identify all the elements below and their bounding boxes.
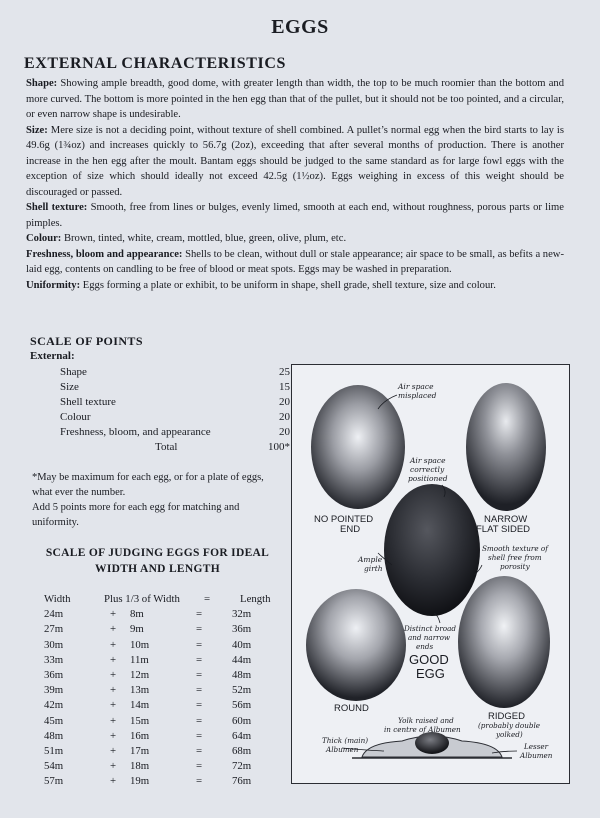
egg-illustration: [291, 364, 570, 784]
judging-length: 32m: [232, 608, 252, 621]
judging-third: 18m: [130, 760, 150, 773]
judging-title-line2: WIDTH AND LENGTH: [95, 563, 220, 575]
judging-header-cell: Length: [240, 593, 271, 605]
judging-width: 39m: [44, 684, 64, 697]
judging-third: 9m: [130, 623, 144, 636]
characteristic-label: Uniformity:: [26, 279, 81, 291]
judging-table: [44, 592, 290, 790]
judging-equals: =: [196, 729, 203, 742]
judging-plus-sign: +: [109, 760, 117, 773]
judging-length: 60m: [232, 714, 252, 727]
characteristic-text: Brown, tinted, white, cream, mottled, blue, green, olive, plum, etc.: [61, 233, 347, 244]
ann-air-misplaced-1: Air space: [398, 382, 434, 391]
ann-distinct-2: and narrow: [408, 633, 451, 642]
judging-row: [44, 683, 290, 698]
egg-no-pointed-end: [311, 385, 405, 509]
judging-width: 57m: [44, 775, 64, 788]
judging-length: 40m: [232, 638, 252, 651]
points-item-name: Shell texture: [60, 396, 116, 408]
judging-row: [44, 759, 290, 774]
judging-plus-cell: [96, 714, 196, 729]
ann-air-correct-2: correctly: [410, 465, 445, 474]
label-ridged: RIDGED: [488, 711, 525, 722]
ann-thick-2: Albumen: [326, 745, 359, 754]
ann-distinct-1: Distinct broad: [404, 624, 457, 633]
points-item-value: 20: [279, 396, 290, 408]
label-narrow-1: NARROW: [484, 514, 528, 525]
judging-width: 54m: [44, 760, 64, 773]
characteristic-paragraph: [26, 231, 564, 247]
egg-good: [384, 484, 480, 616]
points-item-value: 25: [279, 366, 290, 378]
judging-third: 19m: [130, 775, 150, 788]
judging-plus-cell: [96, 759, 196, 774]
egg-ridged: [458, 576, 550, 708]
judging-length: 68m: [232, 745, 252, 758]
judging-header-cell: Width: [44, 593, 71, 605]
ann-ample-2: girth: [364, 564, 383, 573]
judging-equals: =: [196, 684, 203, 697]
judging-plus-sign: +: [109, 684, 117, 697]
ann-distinct-3: ends: [416, 642, 434, 651]
judging-third: 16m: [130, 729, 150, 742]
judging-width: 33m: [44, 653, 64, 666]
judging-length: 72m: [232, 760, 252, 773]
judging-plus-cell: [96, 668, 196, 683]
points-total-label: Total: [155, 441, 178, 453]
judging-plus-sign: +: [109, 608, 117, 621]
points-item-value: 20: [279, 411, 290, 423]
characteristic-label: Colour:: [26, 233, 62, 244]
judging-width: 36m: [44, 669, 64, 682]
label-good-1: GOOD: [409, 652, 449, 667]
judging-width: 42m: [44, 699, 64, 712]
ann-yolk-2: in centre of Albumen: [384, 725, 461, 734]
judging-row: [44, 714, 290, 729]
judging-plus-sign: +: [109, 775, 117, 788]
judging-length: 56m: [232, 699, 252, 712]
label-narrow-2: FLAT SIDED: [476, 524, 531, 535]
characteristic-text: Mere size is not a deciding point, without texture of shell combined. A pullet’s normal egg when the bird starts to lay is 49.6g (1¾oz) and increases quickly to 56.7g (2oz), exceeding that after several months of production. There is another increase in the hen egg after the moult. Bantam eggs should be judged to the same standard as for large fowl eggs with the exception of size which should ideally not exceed 42.5g (1½oz). Eggs weighing in excess of this weight should be discouraged or passed.: [26, 124, 564, 198]
points-item-value: 20: [279, 426, 290, 438]
judging-length: 44m: [232, 653, 252, 666]
judging-plus-cell: [96, 653, 196, 668]
ann-smooth-3: porosity: [500, 562, 530, 571]
label-no-pointed-2: END: [340, 524, 361, 535]
points-row: [60, 380, 290, 395]
judging-third: 17m: [130, 745, 150, 758]
judging-length: 48m: [232, 669, 252, 682]
characteristic-text: Eggs forming a plate or exhibit, to be uniform in shape, shell grade, shell texture, size and colour.: [80, 279, 496, 291]
judging-equals: =: [196, 653, 203, 666]
judging-plus-sign: +: [109, 699, 117, 712]
label-good-2: EGG: [416, 666, 445, 681]
judging-plus-cell: [96, 638, 196, 653]
judging-plus-sign: +: [109, 653, 117, 666]
judging-plus-sign: +: [109, 714, 117, 727]
judging-row: [44, 607, 290, 622]
judging-plus-cell: [96, 622, 196, 637]
judging-row: [44, 653, 290, 668]
judging-plus-cell: [96, 683, 196, 698]
note-max: *May be maximum for each egg, or for a plate of eggs, what ever the number.: [32, 472, 264, 498]
points-item-name: Colour: [60, 411, 91, 423]
judging-third: 10m: [130, 638, 150, 651]
page-title: EGGS: [271, 16, 329, 38]
judging-plus-sign: +: [109, 623, 117, 636]
judging-header-row: [44, 592, 290, 607]
ann-air-correct-3: positioned: [408, 474, 448, 483]
judging-width: 24m: [44, 608, 64, 621]
judging-length: 64m: [232, 729, 252, 742]
egg-round: [306, 589, 406, 701]
scale-of-points-title: SCALE OF POINTS: [30, 334, 143, 348]
ann-air-misplaced-2: misplaced: [398, 391, 437, 400]
points-notes: [32, 470, 286, 530]
judging-plus-cell: [96, 774, 196, 789]
judging-width: 45m: [44, 714, 64, 727]
ann-thick-1: Thick (main): [322, 736, 369, 745]
label-no-pointed-1: NO POINTED: [314, 514, 374, 525]
judging-third: 8m: [130, 608, 144, 621]
judging-third: 15m: [130, 714, 150, 727]
label-round: ROUND: [334, 703, 369, 714]
judging-row: [44, 638, 290, 653]
points-row: [60, 395, 290, 410]
points-item-name: Freshness, bloom, and appearance: [60, 426, 211, 438]
judging-width: 48m: [44, 729, 64, 742]
judging-third: 13m: [130, 684, 150, 697]
ann-ample-1: Ample: [358, 555, 383, 564]
judging-row: [44, 622, 290, 637]
points-item-value: 15: [279, 381, 290, 393]
characteristic-label: Shell texture:: [26, 202, 88, 213]
judging-third: 14m: [130, 699, 150, 712]
judging-equals: =: [196, 608, 203, 621]
characteristic-text: Smooth, free from lines or bulges, evenly limed, smooth at each end, without roughness, porous parts or lime pimples.: [26, 202, 564, 229]
judging-plus-sign: +: [109, 745, 117, 758]
label-ridged-note-1: (probably double: [478, 721, 541, 730]
judging-equals: =: [196, 623, 203, 636]
judging-header-cell: =: [204, 593, 211, 605]
judging-equals: =: [196, 760, 203, 773]
judging-plus-cell: [96, 729, 196, 744]
judging-width: 30m: [44, 638, 64, 651]
section-title: EXTERNAL CHARACTERISTICS: [24, 55, 287, 72]
characteristic-paragraph: [26, 247, 564, 278]
characteristic-text: Showing ample breadth, good dome, with greater length than width, the top to be much roomier than the bottom and more curved. The bottom is more pointed in the hen egg than that of the pullet, but it should not be too pointed, and a circular, or even narrow shape is undesirable.: [26, 78, 564, 120]
ann-smooth-2: shell free from: [488, 553, 542, 562]
judging-length: 52m: [232, 684, 252, 697]
label-ridged-note-2: yolked): [496, 730, 523, 739]
judging-row: [44, 774, 290, 789]
characteristic-label: Size:: [26, 124, 48, 136]
judging-row: [44, 744, 290, 759]
characteristic-paragraph: [26, 76, 564, 123]
judging-title: [30, 545, 285, 577]
judging-equals: =: [196, 669, 203, 682]
external-label: External:: [30, 350, 75, 362]
points-table: [60, 365, 290, 455]
judging-third: 11m: [130, 653, 149, 666]
yolk-shape: [415, 732, 449, 754]
judging-row: [44, 729, 290, 744]
judging-plus-sign: +: [109, 729, 117, 742]
characteristic-paragraph: [26, 123, 564, 201]
points-total-row: [60, 440, 290, 455]
judging-plus-cell: [96, 607, 196, 622]
ann-yolk-1: Yolk raised and: [398, 716, 454, 725]
characteristic-text: Shells to be clean, without dull or stale appearance; air space to be small, as befits a new-laid egg, contents on candling to be free of blood or meat spots. Eggs may be washed in preparation.: [26, 248, 564, 275]
judging-equals: =: [196, 775, 203, 788]
egg-diagram: [292, 365, 568, 782]
points-item-name: Shape: [60, 366, 87, 378]
ann-air-correct-1: Air space: [410, 456, 446, 465]
judging-equals: =: [196, 714, 203, 727]
points-row: [60, 425, 290, 440]
judging-width: 51m: [44, 745, 64, 758]
note-uniformity: Add 5 points more for each egg for matching and uniformity.: [32, 502, 240, 528]
characteristic-paragraph: [26, 200, 564, 231]
judging-row: [44, 668, 290, 683]
judging-third: 12m: [130, 669, 150, 682]
points-item-name: Size: [60, 381, 79, 393]
judging-plus-cell: [96, 744, 196, 759]
judging-equals: =: [196, 699, 203, 712]
judging-row: [44, 698, 290, 713]
judging-plus-sign: +: [109, 638, 117, 651]
characteristic-label: Shape:: [26, 78, 58, 89]
characteristic-label: Freshness, bloom and appearance:: [26, 248, 183, 260]
points-row: [60, 410, 290, 425]
judging-header-cell: Plus 1/3 of Width: [104, 593, 180, 605]
ann-lesser-1: Lesser: [524, 742, 549, 751]
judging-plus-cell: [96, 698, 196, 713]
judging-width: 27m: [44, 623, 64, 636]
judging-equals: =: [196, 745, 203, 758]
judging-title-line1: SCALE OF JUDGING EGGS FOR IDEAL: [45, 547, 270, 559]
judging-length: 76m: [232, 775, 252, 788]
characteristics-text: [26, 76, 564, 293]
judging-plus-sign: +: [109, 669, 117, 682]
egg-narrow: [466, 383, 546, 511]
judging-length: 36m: [232, 623, 252, 636]
points-total-value: 100*: [268, 441, 290, 453]
ann-lesser-2: Albumen: [520, 751, 553, 760]
ann-smooth-1: Smooth texture of: [482, 544, 548, 553]
judging-equals: =: [196, 638, 203, 651]
characteristic-paragraph: [26, 278, 564, 294]
points-row: [60, 365, 290, 380]
